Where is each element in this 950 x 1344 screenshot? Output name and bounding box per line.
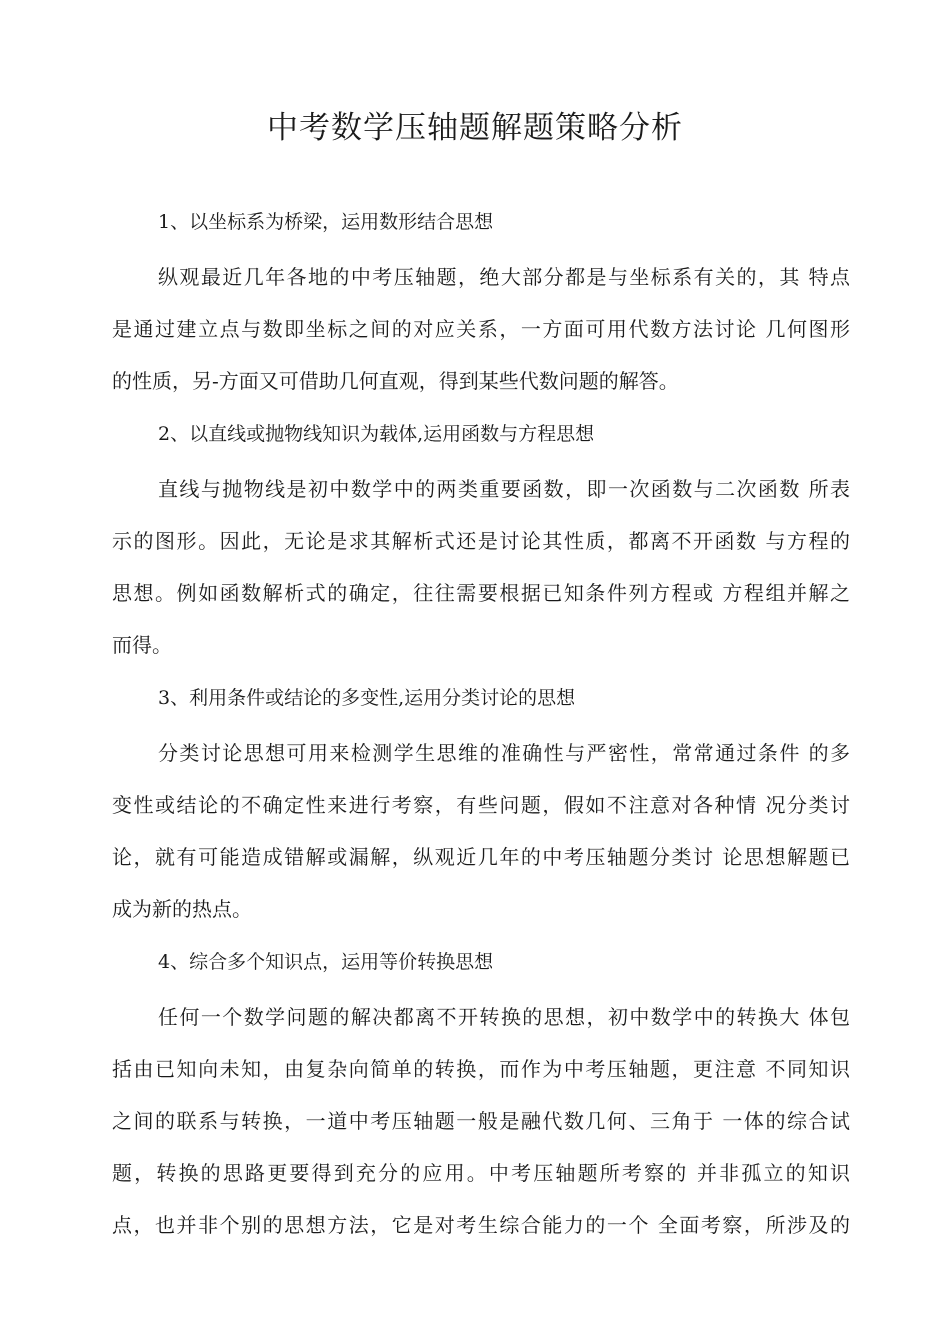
- section-paragraph-3: [112, 740, 850, 923]
- paragraph-line: 纵观最近几年各地的中考压轴题，绝大部分都是与坐标系有关的，其 特点: [158, 265, 850, 289]
- paragraph-line: 点，也并非个别的思想方法，它是对考生综合能力的一个 全面考察，所涉及的: [112, 1213, 850, 1237]
- paragraph-line: 的性质，另-方面又可借助几何直观，得到某些代数问题的解答。: [112, 369, 679, 393]
- paragraph-line: 而得。: [112, 633, 172, 657]
- section-paragraph-1: [112, 264, 850, 395]
- paragraph-line: 之间的联系与转换，一道中考压轴题一般是融代数几何、三角于 一体的综合试: [112, 1109, 850, 1133]
- section-heading-2: 2、以直线或抛物线知识为载体,运用函数与方程思想: [158, 423, 595, 445]
- paragraph-line: 分类讨论思想可用来检测学生思维的准确性与严密性，常常通过条件 的多: [158, 741, 850, 765]
- paragraph-line: 成为新的热点。: [112, 897, 252, 921]
- section-heading-4: 4、综合多个知识点，运用等价转换思想: [158, 951, 494, 973]
- paragraph-line: 题，转换的思路更要得到充分的应用。中考压轴题所考察的 并非孤立的知识: [112, 1161, 850, 1185]
- paragraph-line: 示的图形。因此，无论是求其解析式还是讨论其性质，都离不开函数 与方程的: [112, 529, 850, 553]
- section-heading-1: 1、以坐标系为桥梁，运用数形结合思想: [158, 211, 494, 233]
- paragraph-line: 变性或结论的不确定性来进行考察，有些问题，假如不注意对各种情 况分类讨: [112, 793, 850, 817]
- paragraph-line: 是通过建立点与数即坐标之间的对应关系，一方面可用代数方法讨论 几何图形: [112, 317, 850, 341]
- document-title: 中考数学压轴题解题策略分析: [267, 110, 683, 146]
- paragraph-line: 直线与抛物线是初中数学中的两类重要函数，即一次函数与二次函数 所表: [158, 477, 850, 501]
- section-heading-3: 3、利用条件或结论的多变性,运用分类讨论的思想: [158, 687, 576, 709]
- paragraph-line: 思想。例如函数解析式的确定，往往需要根据已知条件列方程或 方程组并解之: [112, 581, 850, 605]
- document-body: [112, 208, 850, 1264]
- paragraph-line: 括由已知向未知，由复杂向简单的转换，而作为中考压轴题，更注意 不同知识: [112, 1057, 850, 1081]
- paragraph-line: 任何一个数学问题的解决都离不开转换的思想，初中数学中的转换大 体包: [158, 1005, 850, 1029]
- paragraph-line: 论，就有可能造成错解或漏解，纵观近几年的中考压轴题分类讨 论思想解题已: [112, 845, 850, 869]
- section-paragraph-4: [112, 1004, 850, 1239]
- section-paragraph-2: [112, 476, 850, 659]
